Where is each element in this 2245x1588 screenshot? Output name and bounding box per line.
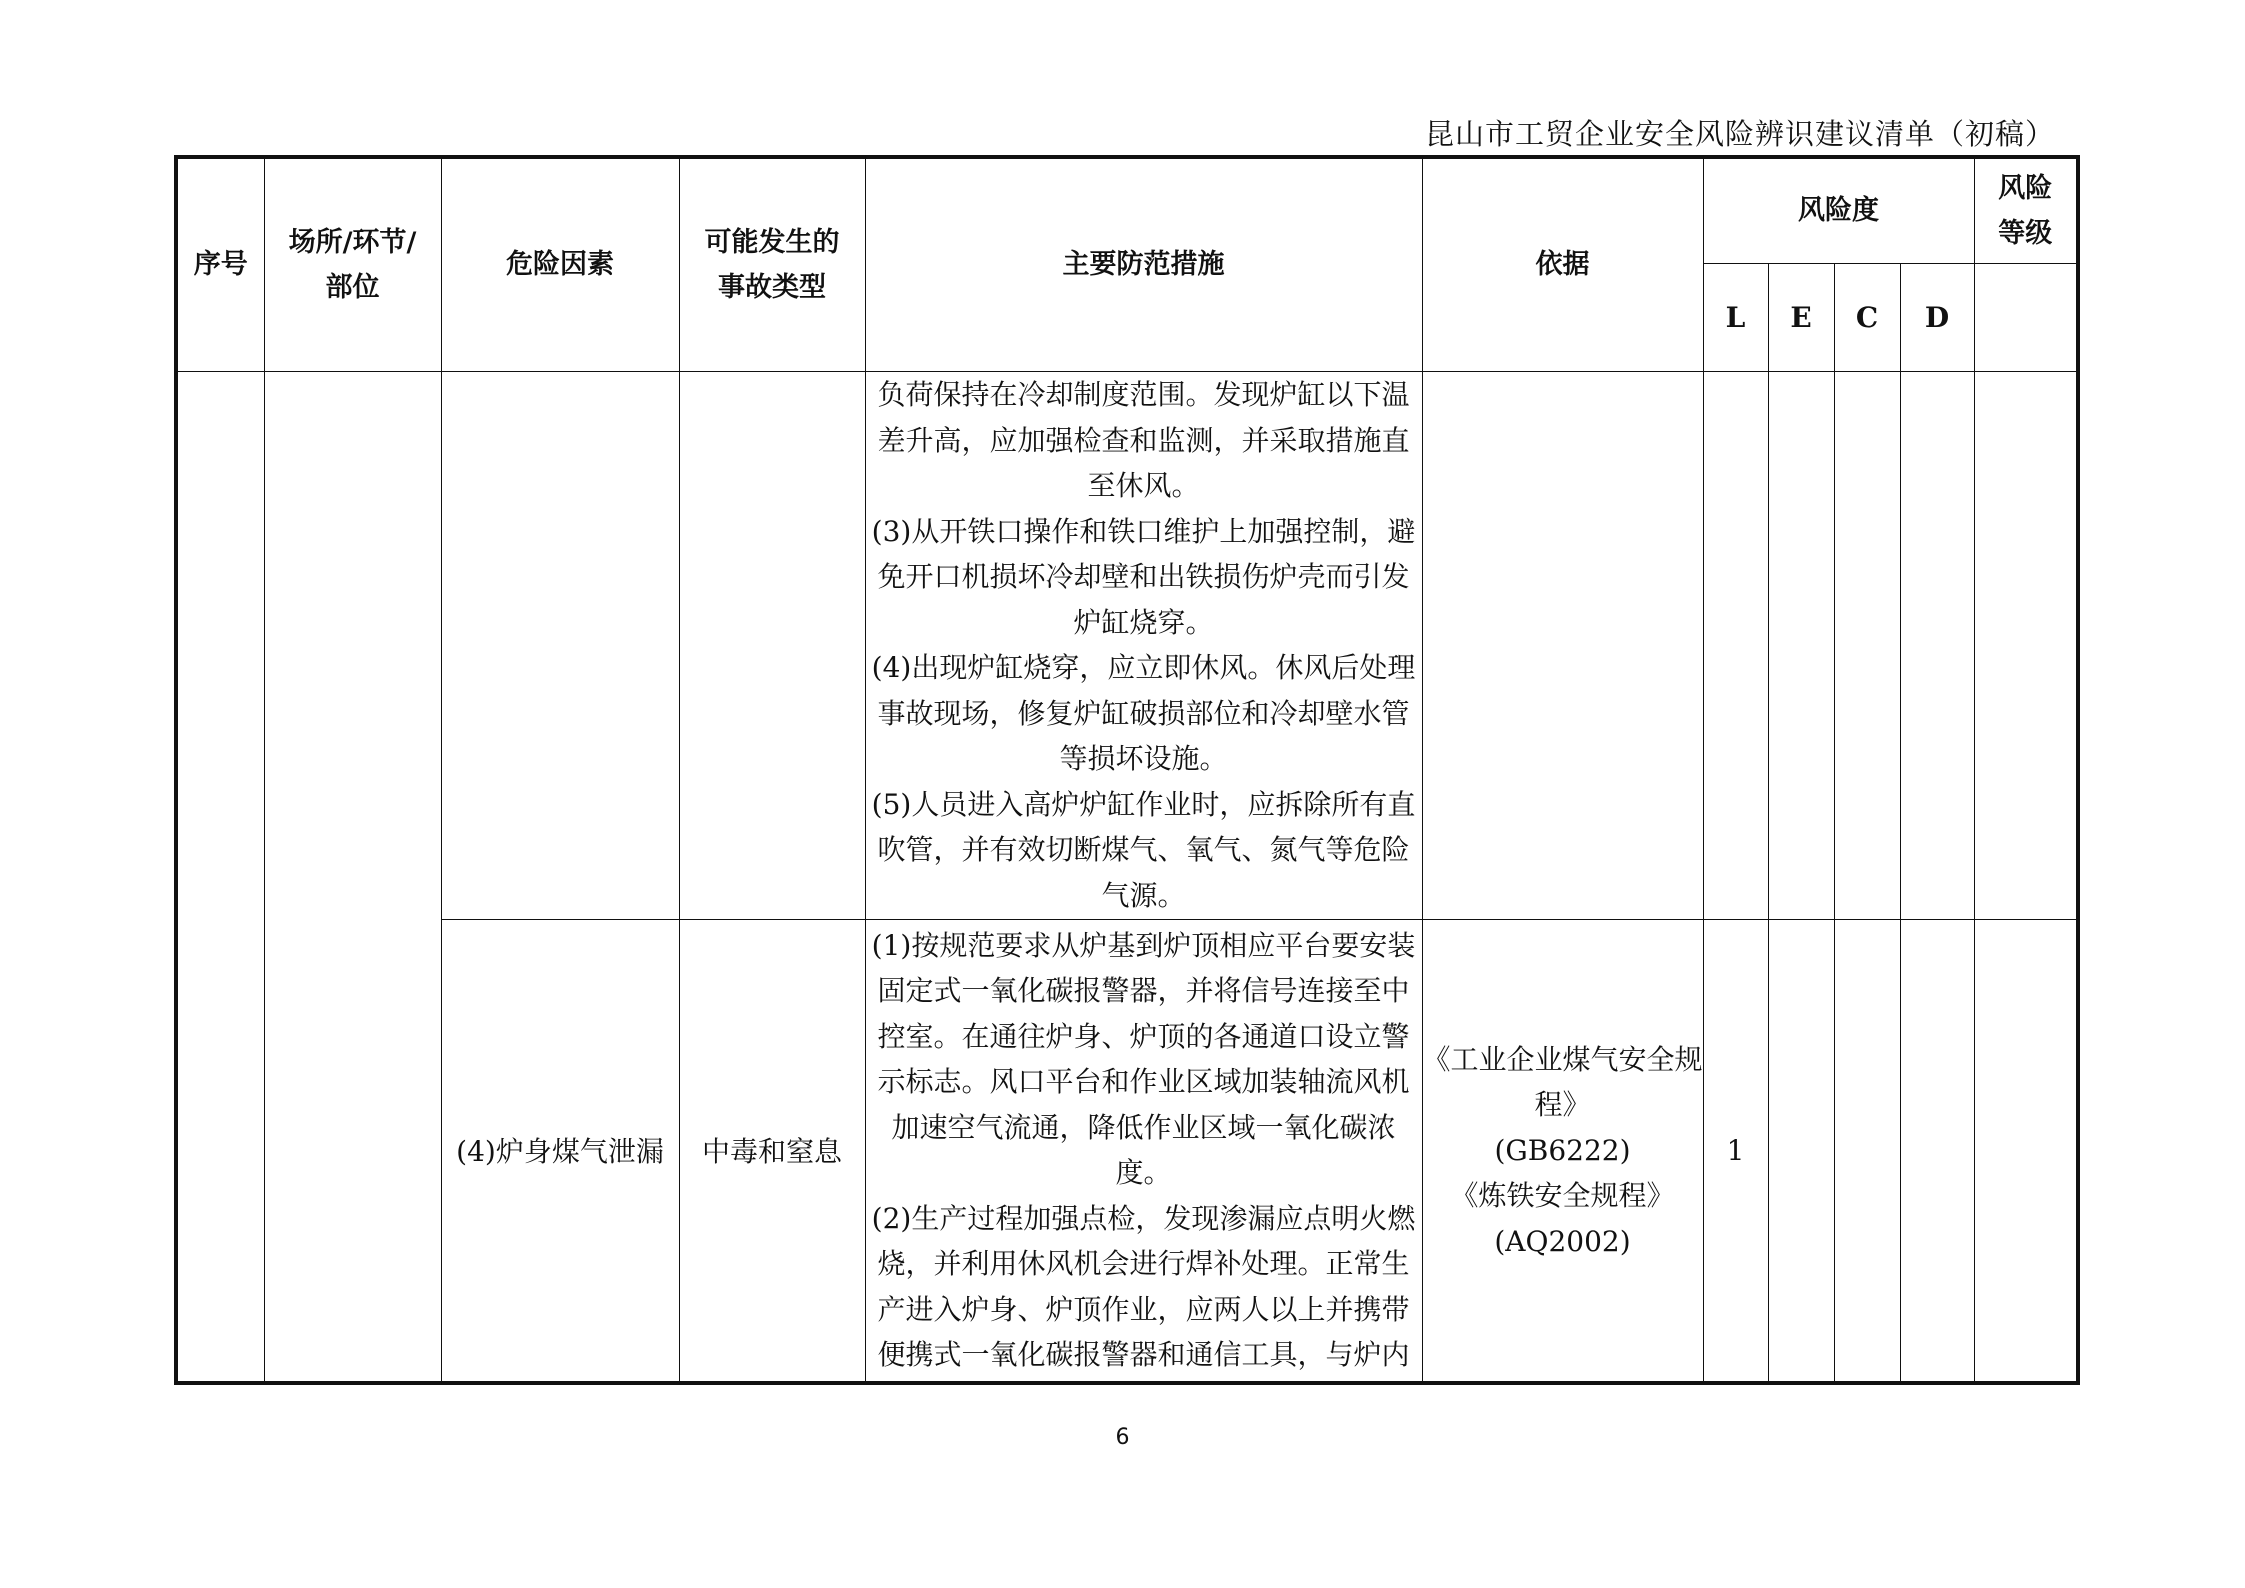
cell-seq <box>176 371 264 1383</box>
measure-paragraph: (1)按规范要求从炉基到炉顶相应平台要安装固定式一氧化碳报警器，并将信号连接至中控室。在通往炉身、炉顶的各通道口设立警示标志。风口平台和作业区域加装轴流风机加速空气流通，降低作业区域一氧化碳浓度。 <box>871 928 1416 1190</box>
cell-d <box>1900 919 1974 1383</box>
measure-paragraph: (5)人员进入高炉炉缸作业时，应拆除所有直吹管，并有效切断煤气、氧气、氮气等危险气源。 <box>871 787 1416 912</box>
header-risk-degree: 风险度 <box>1703 157 1974 263</box>
measure-paragraph: (3)从开铁口操作和铁口维护上加强控制，避免开口机损坏冷却壁和出铁损伤炉壳而引发炉缸烧穿。 <box>871 514 1416 639</box>
measure-paragraph: 负荷保持在冷却制度范围。发现炉缸以下温差升高，应加强检查和监测，并采取措施直至休风。 <box>877 378 1410 502</box>
table-row <box>176 919 2078 1383</box>
cell-c <box>1834 919 1900 1383</box>
header-measures: 主要防范措施 <box>865 157 1422 371</box>
cell-e <box>1768 919 1834 1383</box>
cell-location <box>264 371 441 1383</box>
cell-hazard: (4)炉身煤气泄漏 <box>441 919 679 1383</box>
cell-level <box>1974 371 2078 919</box>
cell-basis <box>1422 371 1703 919</box>
header-risk-level: 风险等级 <box>1974 157 2078 263</box>
cell-d <box>1900 371 1974 919</box>
cell-measures <box>865 919 1422 1383</box>
cell-basis <box>1422 919 1703 1383</box>
cell-hazard <box>441 371 679 919</box>
measure-paragraph: (4)出现炉缸烧穿，应立即休风。休风后处理事故现场，修复炉缸破损部位和冷却壁水管等损坏设施。 <box>871 651 1416 775</box>
header-d: D <box>1900 263 1974 371</box>
cell-l: 1 <box>1703 919 1768 1383</box>
cell-e <box>1768 371 1834 919</box>
measure-paragraph: (2)生产过程加强点检，发现渗漏应点明火燃烧，并利用休风机会进行焊补处理。正常生产进入炉身、炉顶作业，应两人以上并携带便携式一氧化碳报警器和通信工具，与炉内 <box>871 1201 1416 1372</box>
cell-accident-type <box>679 371 865 919</box>
header-c: C <box>1834 263 1900 371</box>
cell-accident-type: 中毒和窒息 <box>679 919 865 1383</box>
table-row <box>176 371 2078 919</box>
cell-measures <box>865 371 1422 919</box>
basis-line: 《炼铁安全规程》 <box>1450 1179 1675 1212</box>
header-basis: 依据 <box>1422 157 1703 371</box>
header-hazard: 危险因素 <box>441 157 679 371</box>
header-seq: 序号 <box>176 157 264 371</box>
header-risk-level-blank <box>1974 263 2078 371</box>
basis-line: (AQ2002) <box>1494 1224 1631 1258</box>
cell-c <box>1834 371 1900 919</box>
header-accident-type: 可能发生的事故类型 <box>679 157 865 371</box>
cell-level <box>1974 919 2078 1383</box>
header-l: L <box>1703 263 1768 371</box>
header-e: E <box>1768 263 1834 371</box>
header-location: 场所/环节/部位 <box>264 157 441 371</box>
basis-line: 《工业企业煤气安全规程》 <box>1422 1042 1703 1121</box>
basis-line: (GB6222) <box>1494 1133 1631 1167</box>
cell-l <box>1703 371 1768 919</box>
document-title: 昆山市工贸企业安全风险辨识建议清单（初稿） <box>1424 117 2055 151</box>
page-number: 6 <box>1115 1425 1130 1450</box>
risk-table <box>174 155 2080 1385</box>
